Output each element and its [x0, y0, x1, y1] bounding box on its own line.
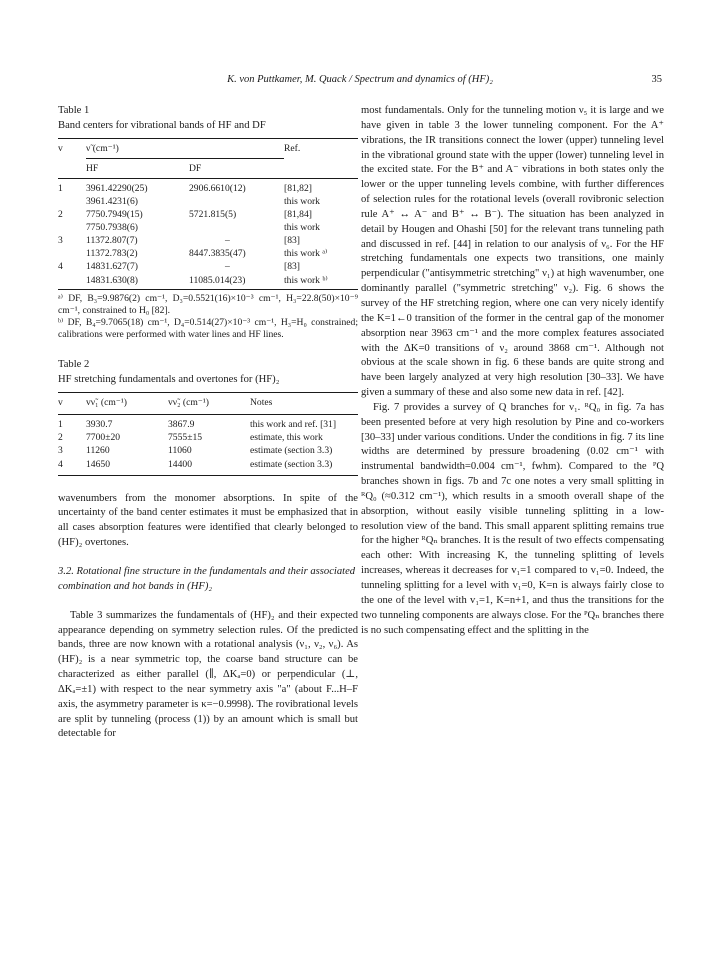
table-row-v: 1	[58, 419, 63, 431]
table-row-nu1: 7700±20	[86, 432, 121, 444]
table-row-nu2: 7555±15	[168, 432, 203, 444]
table-row-df: 8447.3835(47)	[189, 248, 246, 260]
table-row-ref: [81,84]	[284, 209, 312, 221]
table-row-nu2: 14400	[168, 458, 250, 476]
table-row-df: 11085.014(23)	[189, 274, 284, 290]
table-row-df: 5721.815(5)	[189, 209, 237, 221]
table-row-ref: [83]	[284, 235, 300, 247]
table-row-hf: 7750.7938(6)	[86, 222, 138, 234]
table-row-ref: this work ᵇ⁾	[284, 274, 358, 290]
table-row-df	[189, 195, 284, 208]
left-column	[58, 104, 358, 742]
table-2-head-notes: Notes	[250, 393, 358, 415]
table-row-v	[58, 195, 86, 208]
table-row-df: –	[225, 235, 230, 247]
table-row-hf: 11372.807(7)	[86, 235, 138, 247]
table-row-v	[58, 221, 86, 234]
table-2-head-v: v	[58, 393, 86, 415]
running-header	[58, 74, 662, 90]
table-1-head-v: v	[58, 138, 86, 158]
table-1-label: Table 1	[58, 105, 90, 116]
table-row-v	[58, 274, 86, 290]
table-row-v: 3	[58, 235, 63, 247]
table-1-grid	[58, 138, 358, 290]
table-row-ref: this work ᵃ⁾	[284, 248, 328, 260]
table-1-head-ref: Ref.	[284, 138, 358, 158]
section-title: 3.2. Rotational fine structure in the fundamentals and their associated combination and hot bands in (HF)₂	[58, 565, 356, 592]
footnote-b: ᵇ⁾ DF, B₄=9.7065(18) cm⁻¹, D₄=0.514(27)×10⁻³ cm⁻¹, H₃=H₀ constrained; calibrations were performed with water lines and HF lines.	[58, 317, 358, 341]
table-row-ref: this work	[284, 195, 320, 207]
table-row-notes: estimate, this work	[250, 432, 323, 444]
table-2	[58, 358, 358, 475]
table-row-hf: 14831.630(8)	[86, 274, 189, 290]
table-row-hf: 3961.42290(25)	[86, 182, 148, 194]
table-1-head-nu: ν̃ (cm⁻¹)	[86, 138, 284, 158]
table-row-ref: this work	[284, 222, 320, 234]
table-row-hf: 7750.7949(15)	[86, 209, 143, 221]
table-row-v: 3	[58, 445, 63, 457]
table-1	[58, 104, 358, 341]
left-paragraph-2: Table 3 summarizes the fundamentals of (HF)₂ and their expected appearance depending on symmetry selection rules. Of the predicted bands, three are now known with a rotational analysis (ν₁, ν₂, ν₆). As (HF)₂ is a near symmetric top, the coarse band structure can be characterized as either parallel (∥, ΔKₐ=0) or perpendicular (⊥, ΔKₐ=±1) with respect to the near symmetry axis "a" (about F...H–F axis, the asymmetry parameter is κ=−0.9998). The rovibrational levels are split by tunneling (process (1)) by an amount which is small but detectable for	[58, 609, 358, 740]
table-row-notes: estimate (section 3.3)	[250, 458, 358, 476]
table-1-sub-df: DF	[189, 158, 284, 178]
table-row-v: 4	[58, 458, 86, 476]
running-title: K. von Puttkamer, M. Quack / Spectrum and dynamics of (HF)₂	[227, 74, 493, 85]
table-2-head-nu2: vν̃₂ (cm⁻¹)	[168, 393, 250, 415]
table-row-notes: this work and ref. [31]	[250, 419, 337, 431]
table-row-v: 2	[58, 432, 63, 444]
table-2-grid	[58, 392, 358, 475]
table-row-v	[58, 247, 86, 260]
table-row-ref: [81,82]	[284, 182, 312, 194]
table-row-v: 2	[58, 209, 63, 221]
table-row-nu2: 11060	[168, 445, 192, 457]
left-paragraph-1: wavenumbers from the monomer absorptions. In spite of the uncertainty of the band center estimates it must be emphasized that in all cases absorption features were identified that clearly belonged to (HF)₂ overtones.	[58, 492, 358, 549]
table-row-nu1: 3930.7	[86, 419, 113, 431]
table-row-ref: [83]	[284, 261, 300, 273]
table-row-nu1: 14650	[86, 458, 168, 476]
table-1-caption: Band centers for vibrational bands of HF and DF	[58, 119, 266, 131]
table-row-df: 2906.6610(12)	[189, 182, 246, 194]
table-2-head-nu1: vν̃₁ (cm⁻¹)	[86, 393, 168, 415]
page-number: 35	[651, 74, 662, 85]
table-row-df	[189, 221, 284, 234]
table-1-footnotes	[58, 293, 358, 342]
footnote-a: ᵃ⁾ DF, B₃=9.9876(2) cm⁻¹, D₃=0.5521(16)×10⁻³ cm⁻¹, H₃=22.8(50)×10⁻⁹ cm⁻¹, constrained to H₀ [82].	[58, 292, 358, 316]
table-row-hf: 11372.783(2)	[86, 248, 138, 260]
right-paragraph-2: Fig. 7 provides a survey of Q branches for ν₁. ᴿQ₀ in fig. 7a has been presented before at very high resolution by Pine and co-workers [30–33] under various conditions. Under the conditions in fig. 7 its line widths are determined by pressure broadening (0.02 cm⁻¹ with instrumental bandwidth=0.004 cm⁻¹, fwhm). Compared to the ᴾQ branches shown in figs. 7b and 7c one notes a very small splitting in ᴿQ₀ (≈0.312 cm⁻¹), which results in a smooth overall shape of the absorption, without easily visible tunneling splitting in a low-resolution view of the band. This small apparent splitting remains true for the higher ᴿQₙ branches. It is the result of two effects compensating each other: With increasing K, the tunneling splitting of levels increases, whereas it decreases for v₁=1 compared to v₁=0. Indeed, the tunneling splitting for a level with v₁=0, K=n is always fairly close to the one of the level with v₁=1, K=n+1, and thus the transitions for the two tunneling components are always close. For the ᴾQₙ branches there is no such compensating effect and the splitting in the	[361, 401, 664, 636]
table-2-caption: HF stretching fundamentals and overtones for (HF)₂	[58, 374, 280, 386]
table-1-sub-hf: HF	[86, 158, 189, 178]
right-column	[361, 104, 664, 638]
table-row-df: –	[225, 261, 230, 273]
table-row-hf: 3961.4231(6)	[86, 195, 138, 207]
table-row-nu1: 11260	[86, 445, 110, 457]
table-row-v: 1	[58, 182, 63, 194]
right-paragraph-1: most fundamentals. Only for the tunneling motion ν₅ it is large and we have given in table 3 the lower tunneling component. For the A⁺ vibrations, the IR transitions connect the lower (upper) tunneling level in the vibrational ground state with the upper (lower) tunneling level in the excited state. For the B⁺ and A⁻ vibrations in both states only the lower or the upper tunneling levels combine, with further differences of selection rules for the rotational levels (overall rovibronic selection rule A⁺ ↔ A⁻ and B⁺ ↔ B⁻). The situation has been analyzed in detail by Hougen and Ohashi [50] for the relevant trans tunneling path and discussed in ref. [44] in relation to our analysis of ν₆. For the HF stretching fundamentals one expects two transitions, one mainly perpendicular ("antisymmetric stretching" ν₁) at high wavenumber, one dominantly parallel ("symmetric stretching" ν₂). Fig. 6 shows the survey of the HF stretching region, where one can very nicely identify the K=1←0 transition of the former in the central gap of the monomer absorption near 3963 cm⁻¹ and the more complex features associated with the ΔK=0 transitions of ν₂ around 3868 cm⁻¹. Although not obvious at the scale shown in fig. 6 these bands are quite strong and have been largely analyzed at very high resolution [30–33]. We have given a summary of these and also some new data in ref. [42].	[361, 105, 664, 399]
table-2-label: Table 2	[58, 359, 90, 371]
table-row-nu2: 3867.9	[168, 419, 195, 431]
table-row-hf: 14831.627(7)	[86, 261, 138, 273]
table-row-notes: estimate (section 3.3)	[250, 445, 333, 457]
table-row-v: 4	[58, 261, 63, 273]
